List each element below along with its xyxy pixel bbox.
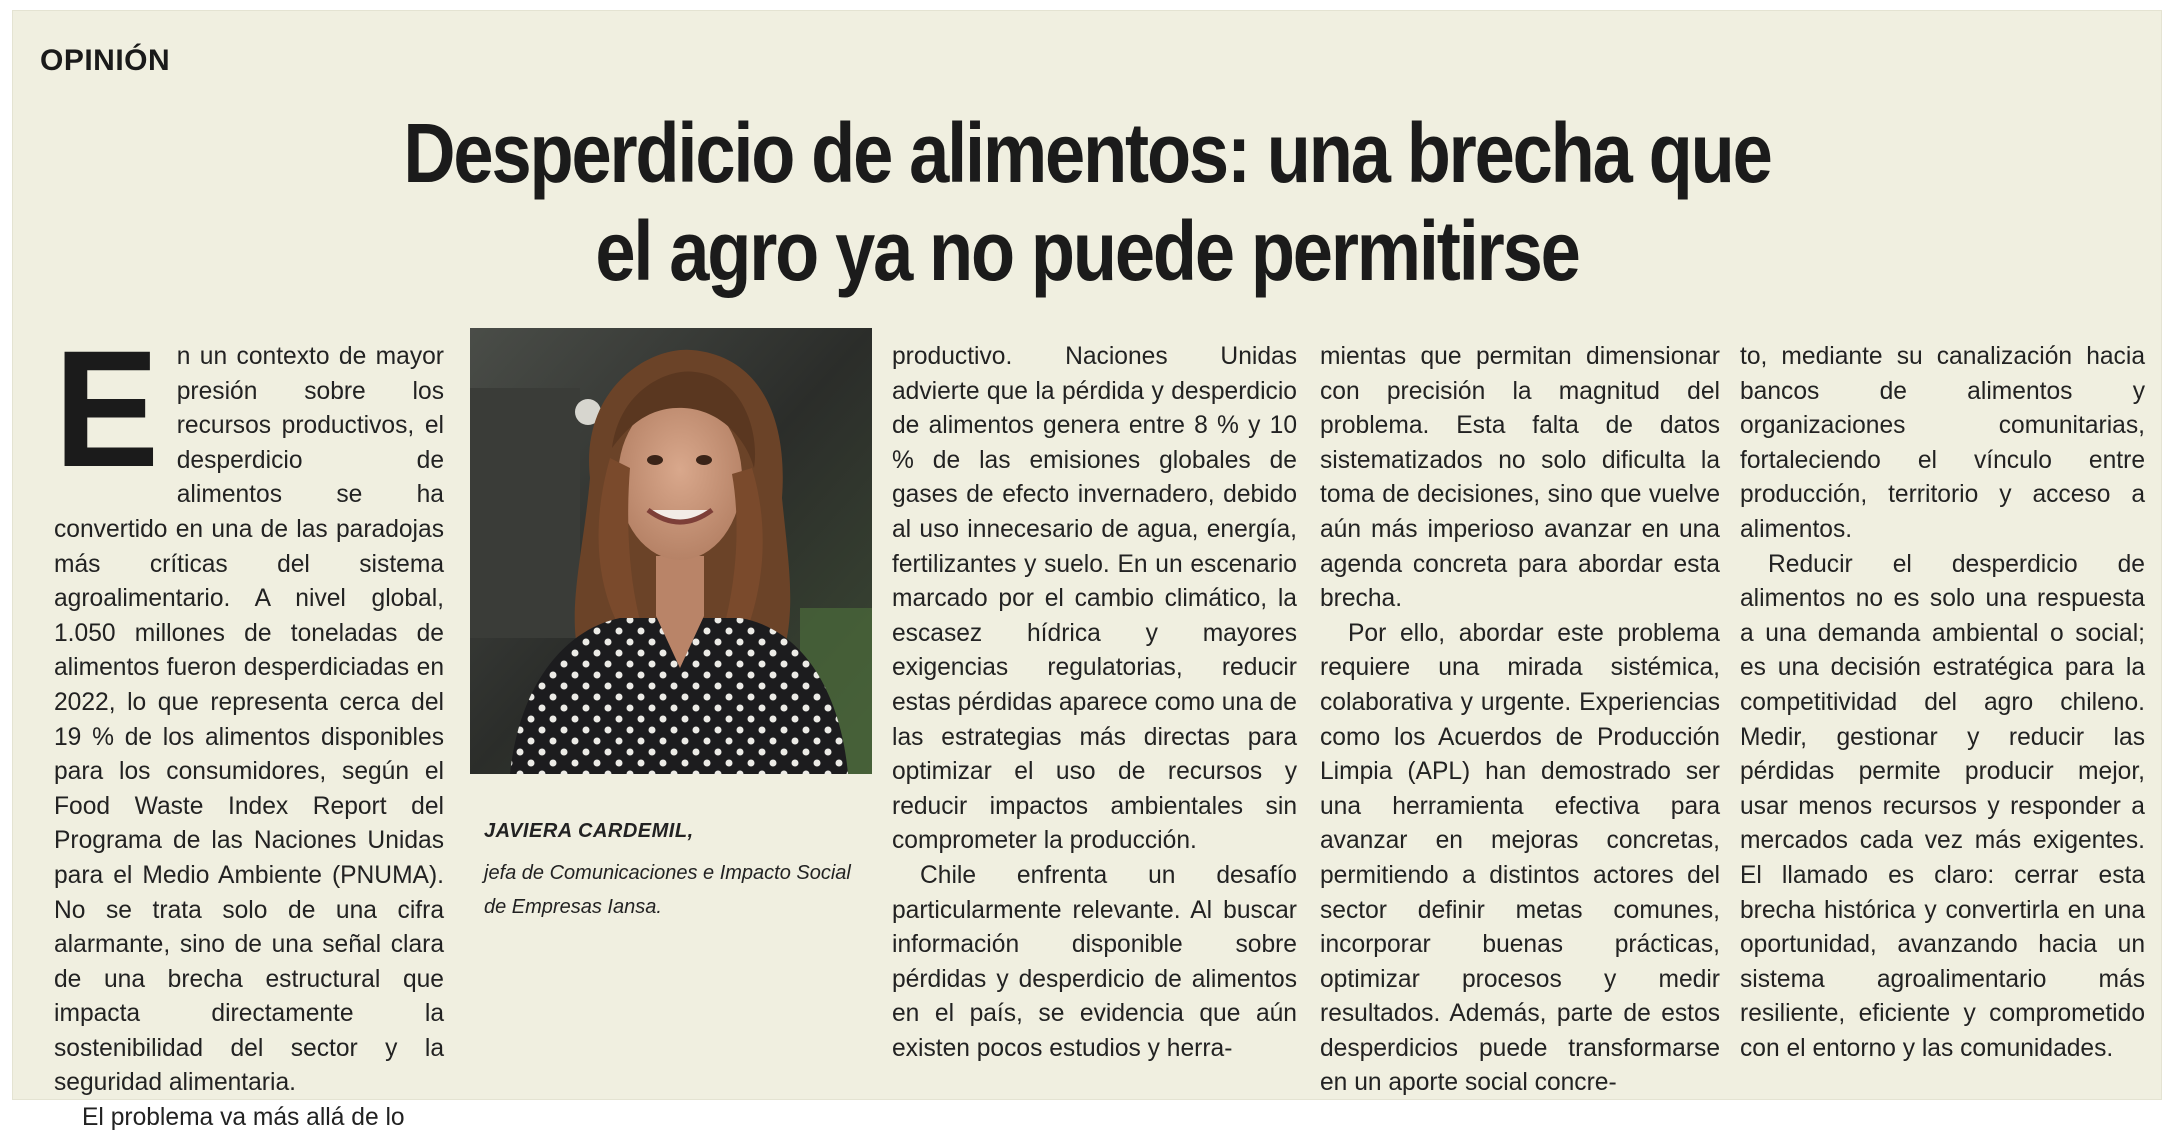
caption-role: jefa de Comunicaciones e Impacto Social de Empresas Iansa.	[484, 862, 851, 918]
paragraph: mientas que permitan dimensionar con precisión la magnitud del problema. Esta falta de datos sistematizados no solo dificulta la toma de decisiones, sino que vuelve aún más imperioso avanzar en una agenda concreta para abordar esta brecha.	[1320, 343, 1720, 613]
paragraph: to, mediante su canalización hacia bancos de alimentos y organizaciones comunitarias, fortaleciendo el vínculo entre producción, territorio y acceso a alimentos.	[1740, 343, 2145, 543]
newspaper-page	[12, 10, 2162, 1132]
paragraph: Chile enfrenta un desafío particularmente relevante. Al buscar información disponible sobre pérdidas y desperdicio de alimentos en el país, se evidencia que aún existen pocos estudios y herra-	[892, 861, 1297, 1062]
paragraph: Por ello, abordar este problema requiere una mirada sistémica, colaborativa y urgente. Experiencias como los Acuerdos de Producción Limpia (APL) han demostrado ser una herramienta efectiva para avanzar en mejoras concretas, permitiendo a distintos actores del sector definir metas comunes, incorporar buenas prácticas, optimizar procesos y medir resultados. Además, parte de estos desperdicios puede transformarse en un aporte social concre-	[1320, 619, 1720, 1097]
section-label: OPINIÓN	[40, 44, 171, 77]
article-column-1	[54, 317, 444, 1132]
caption-name: JAVIERA CARDEMIL,	[484, 820, 694, 842]
headline	[163, 104, 2012, 300]
paragraph: En un contexto de mayor presión sobre los recursos productivos, el desperdicio de alimentos se ha convertido en una de las paradojas más críticas del sistema agroalimentario. A nivel global, 1.050 millones de toneladas de alimentos fueron desperdiciadas en 2022, lo que representa cerca del 19 % de los alimentos disponibles para los consumidores, según el Food Waste Index Report del Programa de las Naciones Unidas para el Medio Ambiente (PNUMA). No se trata solo de una cifra alarmante, sino de una señal clara de una brecha estructural que impacta directamente la sostenibilidad del sector y la seguridad alimentaria.	[54, 317, 444, 1097]
article-column-2	[892, 340, 1297, 1100]
paragraph: El problema va más allá de lo	[82, 1104, 405, 1132]
author-portrait-image	[470, 328, 872, 774]
paragraph: productivo. Naciones Unidas advierte que la pérdida y desperdicio de alimentos genera entre 8 % y 10 % de las emisiones globales de gases de efecto invernadero, debido al uso innecesario de agua, energía, fertilizantes y suelo. En un escenario marcado por el cambio climático, la escasez hídrica y mayores exigencias regulatorias, reducir estas pérdidas aparece como una de las estrategias más directas para optimizar el uso de recursos y reducir impactos ambientales sin comprometer la producción.	[892, 343, 1297, 855]
headline-line-1: Desperdicio de alimentos: una brecha que	[403, 106, 1771, 200]
article-column-3	[1320, 340, 1720, 1100]
author-photo	[470, 328, 872, 774]
headline-line-2: el agro ya no puede permitirse	[595, 204, 1579, 298]
article-column-4	[1740, 340, 2145, 1100]
drop-cap: E	[54, 317, 160, 502]
paragraph: Reducir el desperdicio de alimentos no es solo una respuesta a una demanda ambiental o social; es una decisión estratégica para la competitividad del agro chileno. Medir, gestionar y reducir las pérdidas permite producir mejor, usar menos recursos y responder a mercados cada vez más exigentes. El llamado es claro: cerrar esta brecha histórica y convertirla en una oportunidad, avanzando hacia un sistema agroalimentario más resiliente, eficiente y comprometido con el entorno y las comunidades.	[1740, 550, 2145, 1062]
